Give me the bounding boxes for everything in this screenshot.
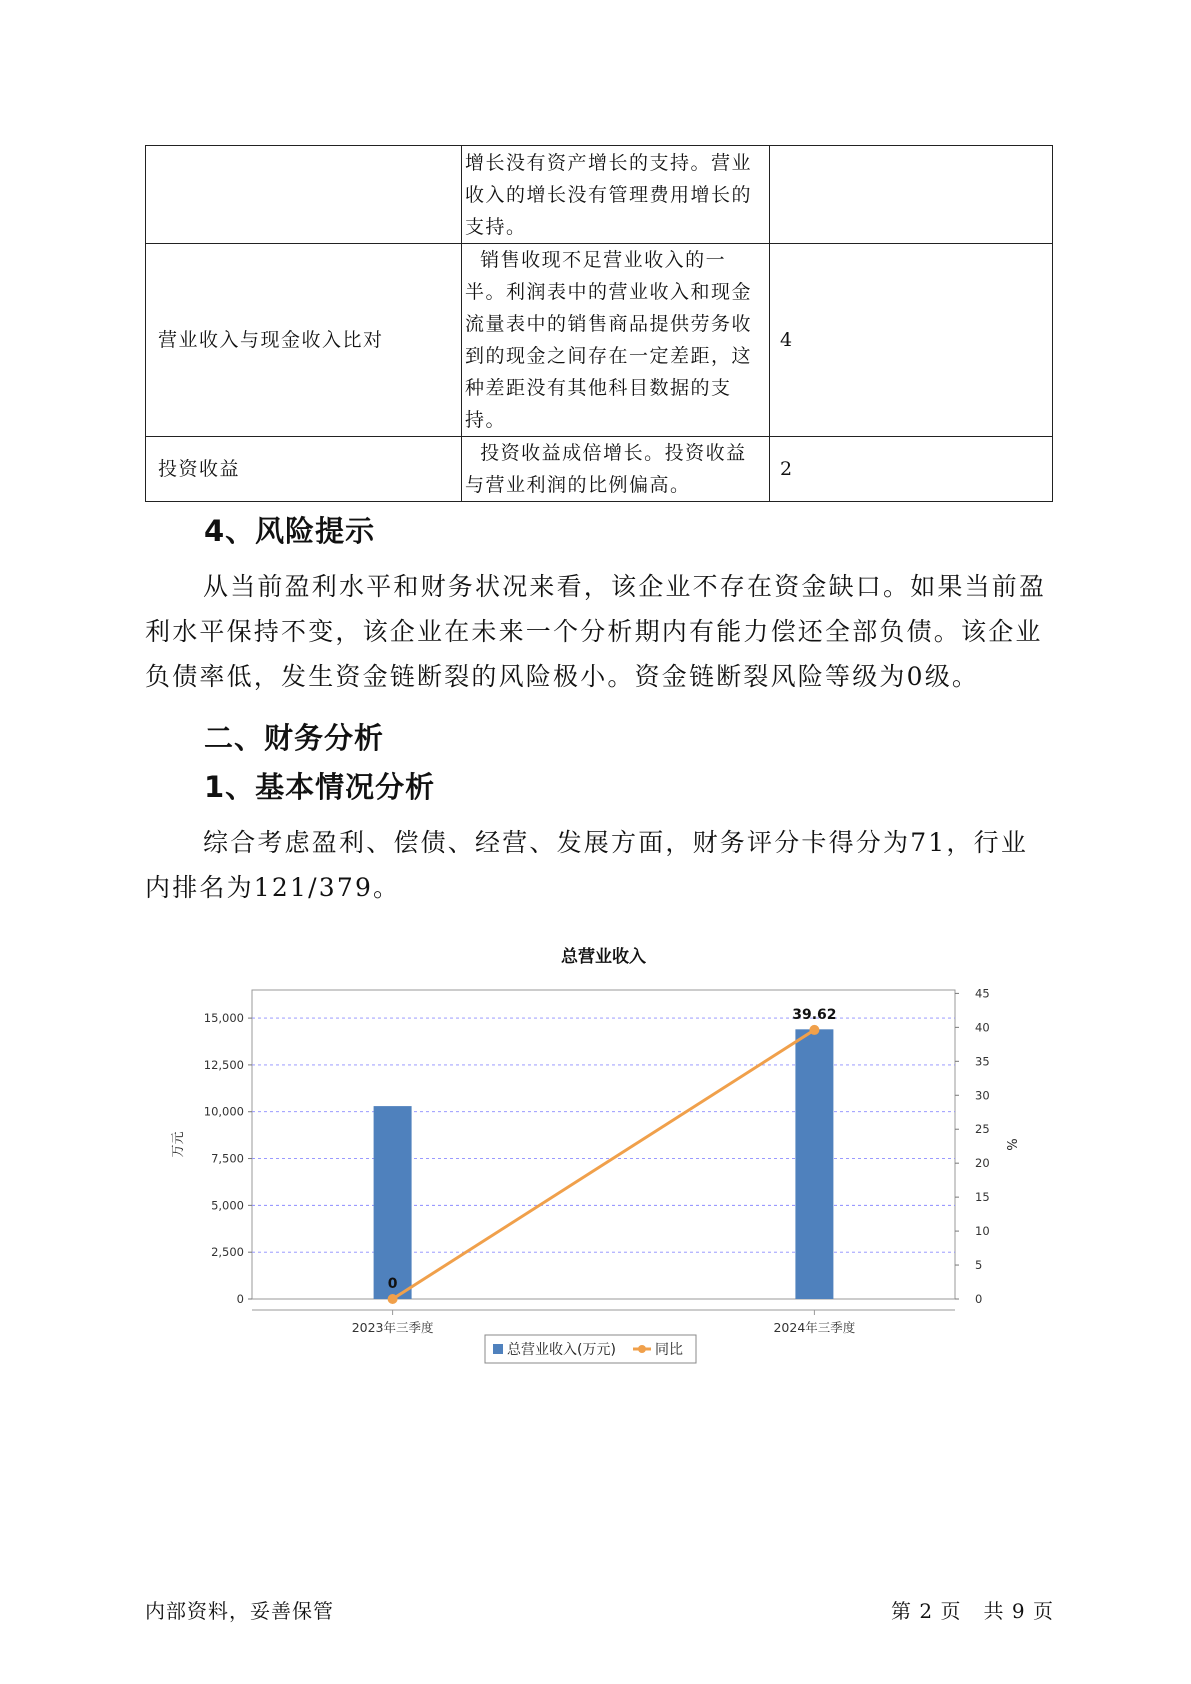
plot-area xyxy=(252,990,955,1299)
table-cell-desc: 增长没有资产增长的支持。营业收入的增长没有管理费用增长的支持。 xyxy=(462,146,770,244)
y2-tick-label: 10 xyxy=(975,1224,990,1239)
y2-tick-label: 5 xyxy=(975,1258,983,1273)
y2-tick-label: 25 xyxy=(975,1122,990,1137)
chart-title: 总营业收入 xyxy=(561,947,646,967)
y-tick-label: 10,000 xyxy=(203,1104,244,1119)
y2-tick-label: 20 xyxy=(975,1156,990,1171)
y-tick-label: 15,000 xyxy=(203,1011,244,1026)
risk-heading: 4、风险提示 xyxy=(204,514,376,548)
table-cell-score: 4 xyxy=(770,244,1053,437)
y2-tick-label: 15 xyxy=(975,1190,990,1205)
footer-confidential: 内部资料，妥善保管 xyxy=(145,1599,334,1623)
table-cell-item: 投资收益 xyxy=(146,437,462,502)
table-row xyxy=(146,146,1053,244)
y2-tick-label: 35 xyxy=(975,1054,990,1069)
yoy-data-label: 0 xyxy=(387,1276,398,1292)
table-cell-item xyxy=(146,146,462,244)
revenue-bar xyxy=(374,1106,412,1299)
table-cell-item: 营业收入与现金收入比对 xyxy=(146,244,462,437)
yoy-point xyxy=(388,1294,398,1304)
table-row xyxy=(146,244,1053,437)
table-cell-score xyxy=(770,146,1053,244)
risk-paragraph: 从当前盈利水平和财务状况来看，该企业不存在资金缺口。如果当前盈利水平保持不变，该企业在未来一个分析期内有能力偿还全部负债。该企业负债率低，发生资金链断裂的风险极小。资金链断裂风险等级为0级。 xyxy=(145,572,1047,691)
revenue-chart xyxy=(170,935,1050,1395)
y-tick-label: 7,500 xyxy=(211,1151,244,1166)
table-row xyxy=(146,437,1053,502)
x-tick-label: 2024年三季度 xyxy=(773,1320,856,1335)
basic-analysis-heading: 1、基本情况分析 xyxy=(204,770,436,804)
y-tick-label: 2,500 xyxy=(211,1245,244,1260)
y-tick-label: 12,500 xyxy=(203,1057,244,1072)
x-tick-label: 2023年三季度 xyxy=(351,1320,434,1335)
y2-axis-label: % xyxy=(1003,1138,1018,1151)
risk-table xyxy=(145,145,1053,502)
footer-page-number: 第 2 页 共 9 页 xyxy=(891,1599,1054,1623)
y2-tick-label: 0 xyxy=(975,1292,983,1306)
table-cell-desc: 投资收益成倍增长。投资收益与营业利润的比例偏高。 xyxy=(462,437,770,502)
legend-bar-swatch xyxy=(493,1344,503,1354)
y2-tick-label: 40 xyxy=(975,1020,990,1035)
table-cell-score: 2 xyxy=(770,437,1053,502)
legend-line-label: 同比 xyxy=(655,1342,683,1358)
revenue-bar xyxy=(795,1029,833,1299)
yoy-data-label: 39.62 xyxy=(792,1006,837,1023)
y-tick-label: 0 xyxy=(236,1292,244,1306)
y2-tick-label: 30 xyxy=(975,1088,990,1103)
table-cell-desc: 销售收现不足营业收入的一半。利润表中的营业收入和现金流量表中的销售商品提供劳务收到的现金之间存在一定差距，这种差距没有其他科目数据的支持。 xyxy=(462,244,770,437)
legend-bar-label: 总营业收入(万元) xyxy=(507,1342,616,1358)
legend-line-marker xyxy=(638,1345,646,1353)
yoy-line xyxy=(393,1030,815,1299)
basic-analysis-paragraph: 综合考虑盈利、偿债、经营、发展方面，财务评分卡得分为71，行业内排名为121/379。 xyxy=(145,828,1029,902)
y-axis-label: 万元 xyxy=(171,1131,186,1158)
yoy-point xyxy=(809,1025,819,1035)
y2-tick-label: 45 xyxy=(975,986,990,1001)
finance-heading: 二、财务分析 xyxy=(204,721,385,755)
y-tick-label: 5,000 xyxy=(211,1198,244,1213)
